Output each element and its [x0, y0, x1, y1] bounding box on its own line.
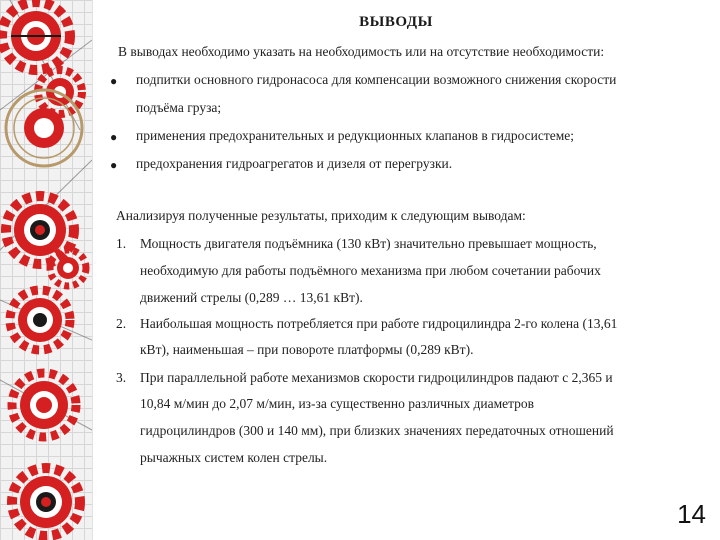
conclusion-text: При параллельной работе механизмов скорости гидроцилиндров падают с 2,365 и [140, 370, 613, 385]
gear-icon [2, 2, 70, 70]
bullet-marker: ● [110, 130, 118, 144]
conclusion-text: кВт), наименьшая – при повороте платформы (0,289 кВт). [140, 342, 474, 357]
conclusion-text: 10,84 м/мин до 2,07 м/мин, из-за существенно различных диаметров [140, 396, 535, 411]
gear-icon [6, 196, 74, 264]
page-number: 14 [677, 499, 706, 529]
gear-icon [50, 250, 86, 286]
gear-icon [12, 468, 80, 536]
conclusion-number: 2. [116, 316, 127, 331]
conclusion-text: Мощность двигателя подъёмника (130 кВт) значительно превышает мощность, [140, 236, 597, 251]
conclusion-text: Наибольшая мощность потребляется при работе гидроцилиндра 2-го колена (13,61 [140, 316, 618, 331]
bullet-text: предохранения гидроагрегатов и дизеля от перегрузки. [136, 156, 453, 171]
conclusion-text: движений стрелы (0,289 … 13,61 кВт). [140, 290, 363, 305]
gear-icon [10, 290, 70, 350]
decorative-sidebar [0, 0, 93, 540]
bullet-text: подъёма груза; [136, 100, 222, 115]
gear-icon [6, 90, 82, 166]
conclusion-text: рычажных систем колен стрелы. [140, 450, 328, 465]
gear-icon [12, 373, 76, 437]
gear-decoration [0, 0, 92, 540]
slide-title: ВЫВОДЫ [359, 14, 433, 30]
conclusion-text: необходимую для работы подъёмного механизма при любом сочетании рабочих [140, 263, 601, 278]
conclusion-text: гидроцилиндров (300 и 140 мм), при близких значениях передаточных отношений [140, 423, 614, 438]
bullet-text: подпитки основного гидронасоса для компенсации возможного снижения скорости [136, 72, 617, 87]
conclusion-number: 1. [116, 236, 127, 251]
intro-text: В выводах необходимо указать на необходимость или на отсутствие необходимости: [118, 44, 605, 59]
conclusion-number: 3. [116, 370, 127, 385]
slide-content [96, 0, 696, 540]
bullet-text: применения предохранительных и редукционных клапанов в гидросистеме; [136, 128, 575, 143]
bullet-marker: ● [110, 74, 118, 88]
bullet-marker: ● [110, 158, 118, 172]
analysis-intro: Анализируя полученные результаты, приходим к следующим выводам: [116, 208, 526, 223]
